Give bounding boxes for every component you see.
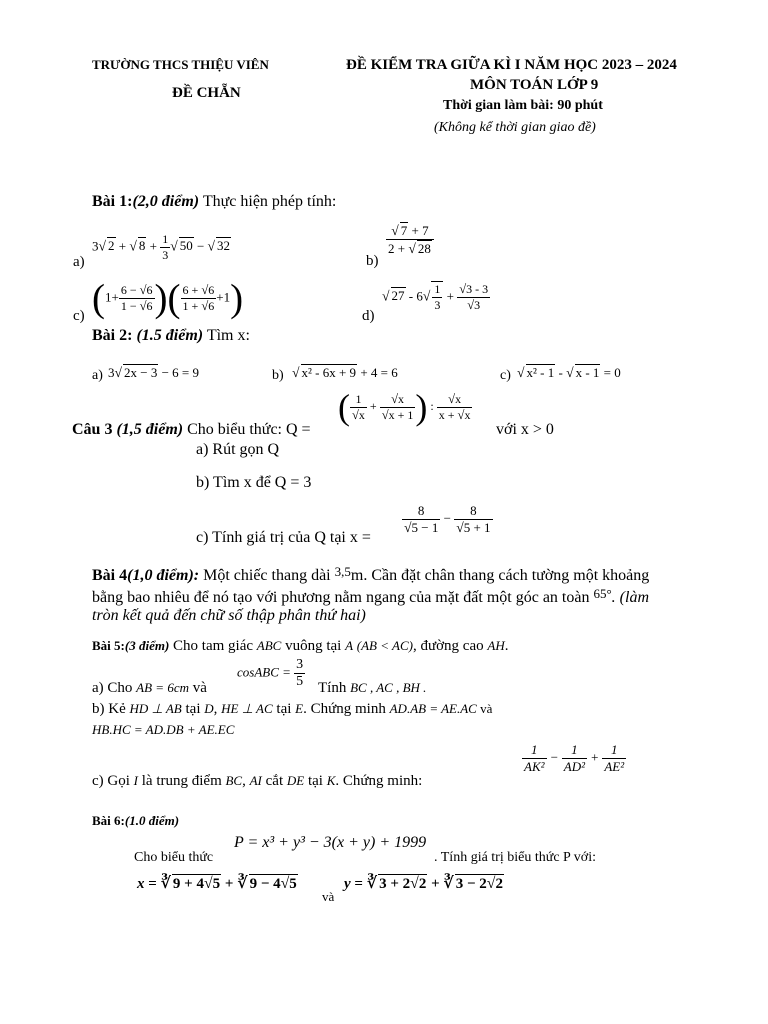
bai3-c: c) Tính giá trị của Q tại x = [196,529,371,546]
bai6-y-expr: y = ∛ 3 + 2√2 + ∛ 3 − 2√2 [344,875,503,892]
bai6-pre: Cho biểu thức [134,850,214,865]
exam-time: Thời gian làm bài: 90 phút [443,98,603,113]
bai1-heading: Bài 1:(2,0 điểm) Thực hiện phép tính: [92,193,337,210]
bai4-line2: bằng bao nhiêu để nó tạo với phương nằm ngang của mặt đất một góc an toàn $^{65^\circ}$. (làm [92,586,649,606]
bai5-c: c) Gọi I là trung điểm BC, AI cắt DE tại K. Chứng minh: [92,773,423,789]
bai6-p-expr: P = x³ + y³ − 3(x + y) + 1999 [234,834,427,851]
bai5-heading: Bài 5:(3 điểm) Cho tam giác ABC vuông tại A (AB < AC), đường cao AH. [92,638,509,654]
bai2-a-label: a) [92,368,103,383]
bai6-va: và [322,889,335,904]
bai5-b-eq2: HB.HC = AD.DB + AE.EC [92,722,235,737]
bai1-d-label: d) [362,308,375,324]
bai1-b-label: b) [366,253,379,269]
bai2-a-expr: 3√ 2x − 3 − 6 = 9 [108,365,200,380]
bai3-b: b) Tìm x để Q = 3 [196,474,312,491]
bai4-line3: tròn kết quả đến chữ số thập phân thứ hai) [92,607,366,624]
exam-title: ĐỀ KIỂM TRA GIỮA KÌ I NĂM HỌC 2023 – 2024 [346,57,677,73]
bai2-b-expr: √ x² - 6x + 9 + 4 = 6 [292,365,398,380]
school-name: TRƯỜNG THCS THIỆU VIÊN [92,57,269,72]
bai4-line1: Bài 4(1,0 điểm): Một chiếc thang dài $^{3,5}$m. Cần đặt chân thang cách tường một khoảng [92,564,650,584]
bai5-cos: cosABC = $\frac{3}{5}$ [237,657,304,689]
bai2-b-label: b) [272,368,284,383]
bai1-a-label: a) [73,254,85,270]
bai1-c-expr: (1+ $\frac{6 - √6}{1 - √6}$ )( $\frac{6 + √6}{1 + √6}$ +1) [92,277,244,320]
bai2-heading: Bài 2: (1.5 điểm) Tìm x: [92,327,250,344]
bai6-x-expr: x = ∛ 9 + 4√5 + ∛ 9 − 4√5 [137,875,297,892]
bai1-b-expr: $\frac{√ 7 + 7}{2 + √ 28}$ [386,222,434,257]
bai6-post: . Tính giá trị biểu thức P với: [434,850,596,865]
bai3-condition: với x > 0 [496,421,554,438]
bai3-heading: Câu 3 (1,5 điểm) Cho biểu thức: Q = [72,421,311,438]
exam-time-note: (Không kể thời gian giao đề) [434,120,596,135]
bai5-a: a) Cho AB = 6cm và [92,680,207,696]
bai5-a-tinh: Tính BC , AC , BH . [318,680,427,696]
bai5-c-expr: $\frac{1}{\text{AK²}}$ − $\frac{1}{\text{AD²}}$ + $\frac{1}{\text{AE²}}$ [524,742,625,774]
exam-subject: MÔN TOÁN LỚP 9 [470,77,599,93]
bai5-b: b) Kẻ HD ⊥ AB tại D, HE ⊥ AC tại E. Chứng minh AD.AB = AE.AC và [92,701,493,717]
bai1-d-expr: √ 27 - 6√ $\frac{1}{3}$ + $\frac{√3 - 3}{√3}$ [382,282,489,312]
bai1-a-expr: 3√ 2 + √ 8 + $\frac{1}{3}$ √ 50 − √ 32 [92,232,231,262]
exam-variant: ĐỀ CHẴN [172,85,241,101]
bai3-q-expr: ( $\frac{1}{√x}$ + $\frac{√x}{√x + 1}$ ) : $\frac{√x}{x + √x}$ [338,387,471,427]
bai3-x-expr: $\frac{8}{√5 - 1}$ − $\frac{8}{√5 + 1}$ [404,503,491,535]
bai6-heading: Bài 6:(1.0 điểm) [92,813,180,828]
bai3-a: a) Rút gọn Q [196,441,280,458]
bai1-c-label: c) [73,308,85,324]
bai2-c-expr: √ x² - 1 - √ x - 1 = 0 [517,365,621,380]
bai2-c-label: c) [500,368,511,383]
